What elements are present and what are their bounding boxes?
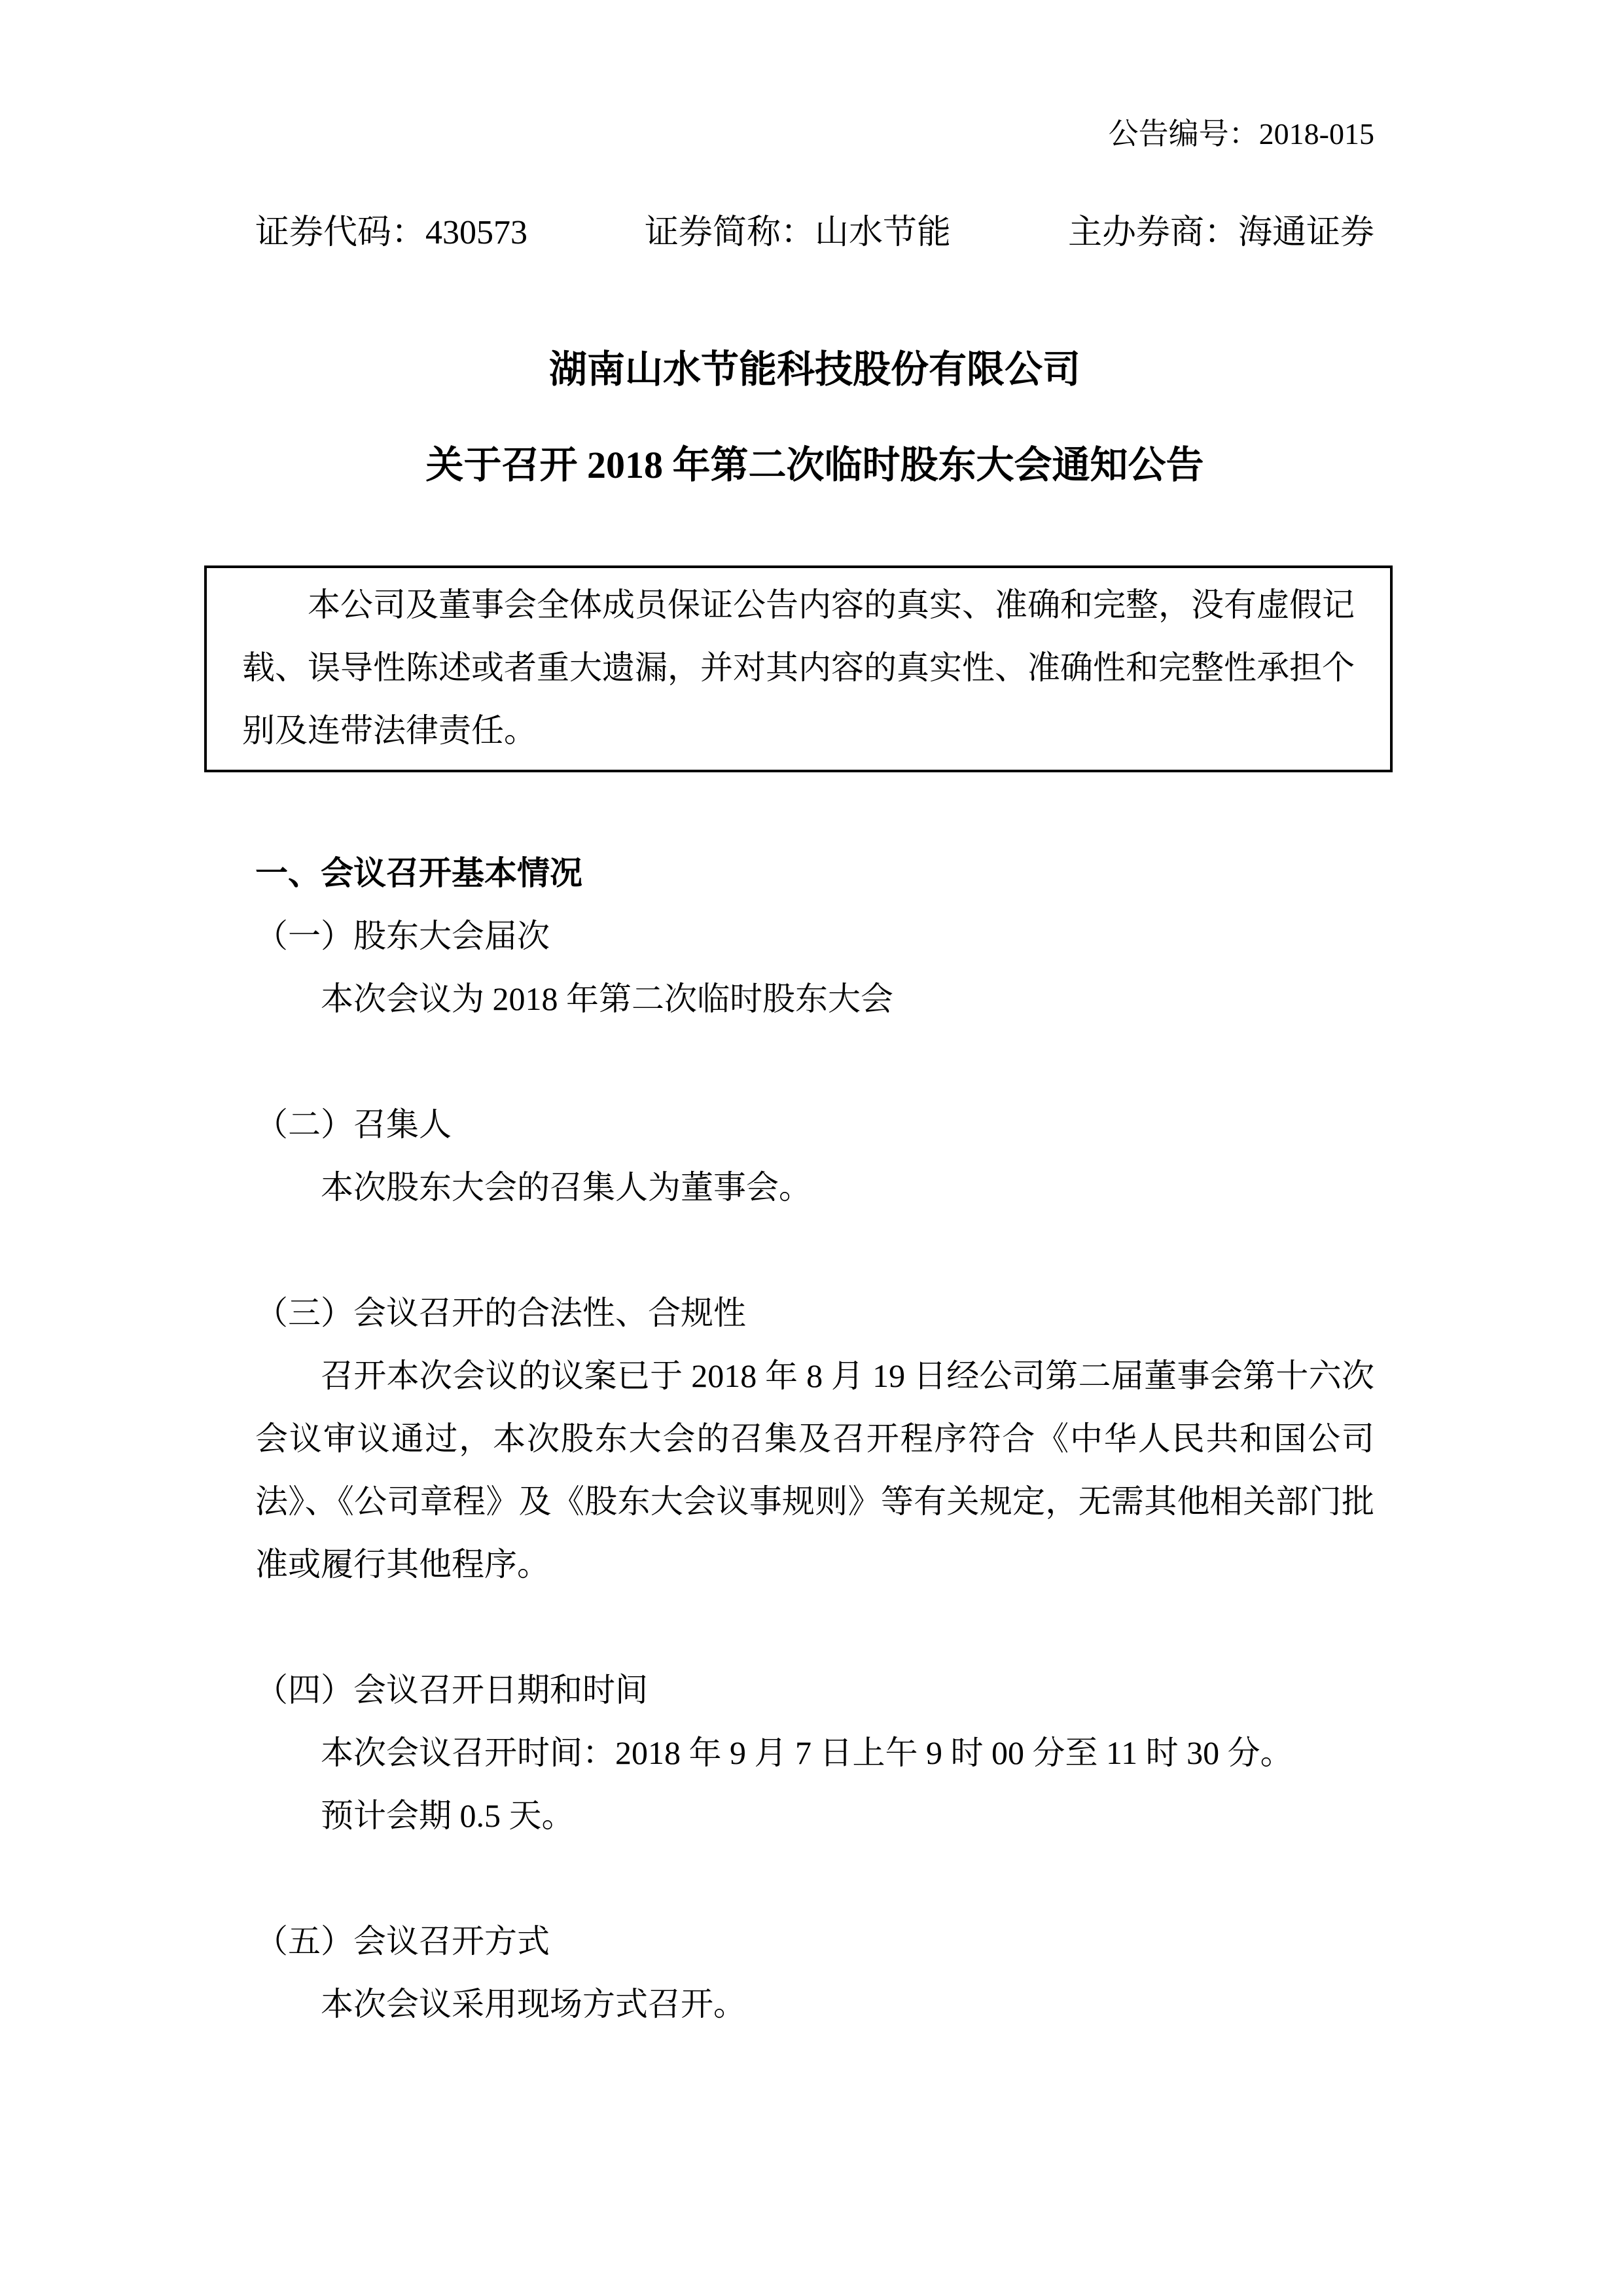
disclaimer-text: 本公司及董事会全体成员保证公告内容的真实、准确和完整，没有虚假记载、误导性陈述或者重大遗漏，并对其内容的真实性、准确性和完整性承担个别及连带法律责任。 xyxy=(242,586,1355,749)
sponsor-broker: 主办券商：海通证券 xyxy=(1067,214,1374,251)
subsection-label-meeting-session: （一）股东大会届次 xyxy=(255,918,550,954)
announcement-title: 关于召开 2018 年第二次临时股东大会通知公告 xyxy=(425,444,1204,486)
subsection-label-date-time: （四）会议召开日期和时间 xyxy=(255,1672,648,1708)
company-name-title: 湖南山水节能科技股份有限公司 xyxy=(548,348,1080,391)
paragraph-meeting-time: 本次会议召开时间：2018 年 9 月 7 日上午 9 时 00 分至 11 时 30 分。 xyxy=(321,1734,1293,1771)
paragraph-convener: 本次股东大会的召集人为董事会。 xyxy=(321,1169,812,1206)
disclaimer-box xyxy=(204,565,1393,772)
section-heading-meeting-basic-info: 一、会议召开基本情况 xyxy=(255,855,582,891)
paragraph-meeting-method: 本次会议采用现场方式召开。 xyxy=(321,1986,746,2022)
paragraph-meeting-duration: 预计会期 0.5 天。 xyxy=(321,1797,575,1834)
stock-code: 证券代码：430573 xyxy=(255,214,528,251)
subsection-label-legality: （三）会议召开的合法性、合规性 xyxy=(255,1295,746,1331)
securities-header-row xyxy=(255,213,1374,253)
subsection-label-meeting-method: （五）会议召开方式 xyxy=(255,1923,550,1960)
stock-short-name: 证券简称：山水节能 xyxy=(644,214,951,251)
announcement-number: 公告编号：2018-015 xyxy=(1108,117,1374,151)
subsection-label-convener: （二）召集人 xyxy=(255,1106,452,1143)
paragraph-legality: 召开本次会议的议案已于 2018 年 8 月 19 日经公司第二届董事会第十六次会议审议通过，本次股东大会的召集及召开程序符合《中华人民共和国公司法》、《公司章程》及《股东大会议事规则》等有关规定，无需其他相关部门批准或履行其他程序。 xyxy=(255,1357,1374,1583)
paragraph-meeting-session: 本次会议为 2018 年第二次临时股东大会 xyxy=(321,980,893,1017)
